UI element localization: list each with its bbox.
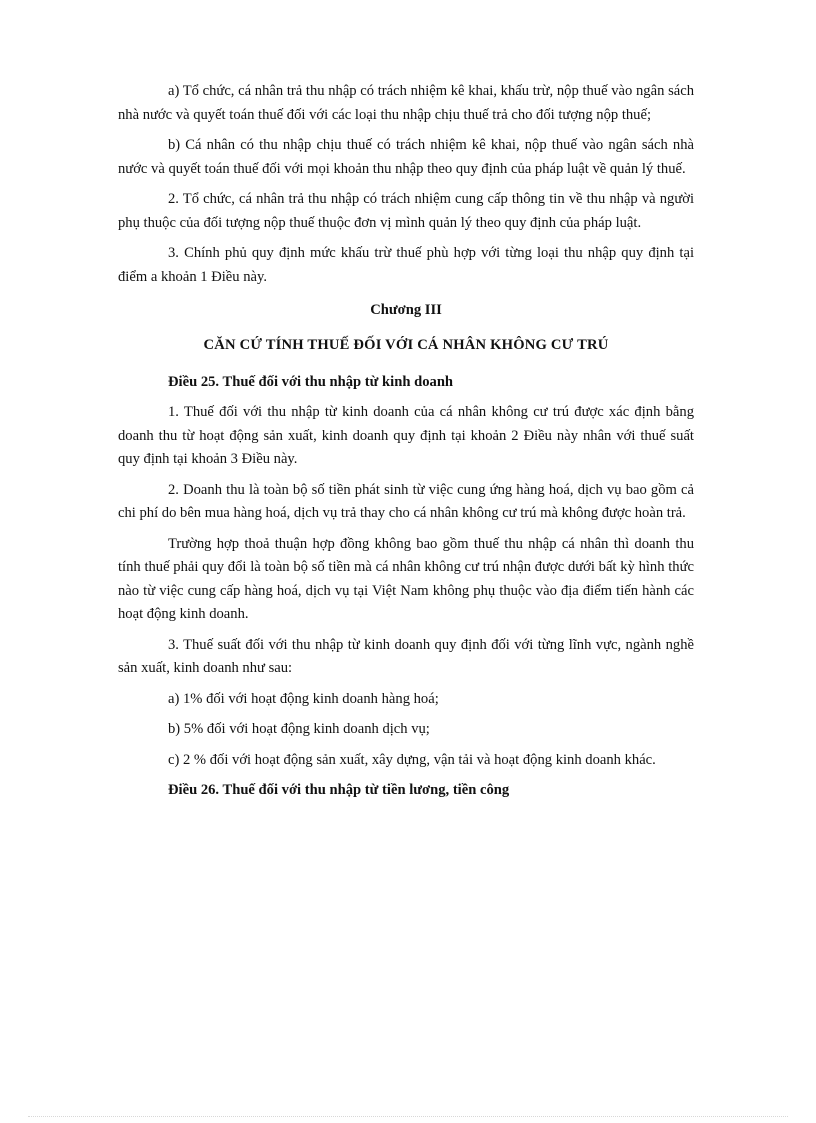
page-bottom-divider [28,1116,788,1117]
article-25-clause-3c: c) 2 % đối với hoạt động sản xuất, xây dựng, vận tải và hoạt động kinh doanh khác. [168,751,656,768]
chapter-title: CĂN CỨ TÍNH THUẾ ĐỐI VỚI CÁ NHÂN KHÔNG CƯ TRÚ [203,337,609,353]
article-25-clause-2-note: Trường hợp thoả thuận hợp đồng không bao gồm thuế thu nhập cá nhân thì doanh thu tính thuế phải quy đổi là toàn bộ số tiền mà cá nhân không cư trú nhận được dưới bất kỳ hình thức nào từ việc cung cấp hàng hoá, dịch vụ tại Việt Nam không phụ thuộc vào địa điểm tiến hành các hoạt động kinh doanh. [118,535,694,622]
article-25-clause-3: 3. Thuế suất đối với thu nhập từ kinh doanh quy định đối với từng lĩnh vực, ngành nghề sản xuất, kinh doanh như sau: [118,636,694,676]
article-25-clause-2: 2. Doanh thu là toàn bộ số tiền phát sinh từ việc cung ứng hàng hoá, dịch vụ bao gồm cả chi phí do bên mua hàng hoá, dịch vụ trả thay cho cá nhân không cư trú mà không được hoàn trả. [118,481,694,521]
article-26-heading: Điều 26. Thuế đối với thu nhập từ tiền lương, tiền công [168,782,510,798]
article-25-clause-3a: a) 1% đối với hoạt động kinh doanh hàng hoá; [168,690,439,707]
article-25-heading: Điều 25. Thuế đối với thu nhập từ kinh doanh [168,374,454,390]
paragraph-2: 2. Tổ chức, cá nhân trả thu nhập có trách nhiệm cung cấp thông tin về thu nhập và người phụ thuộc của đối tượng nộp thuế thuộc đơn vị mình quản lý theo quy định của pháp luật. [118,191,694,231]
paragraph-1b: b) Cá nhân có thu nhập chịu thuế có trách nhiệm kê khai, nộp thuế vào ngân sách nhà nước và quyết toán thuế đối với mọi khoản thu nhập theo quy định của pháp luật về quản lý thuế. [118,137,694,177]
paragraph-1a: a) Tổ chức, cá nhân trả thu nhập có trách nhiệm kê khai, khấu trừ, nộp thuế vào ngân sách nhà nước và quyết toán thuế đối với các loại thu nhập chịu thuế trả cho đối tượng nộp thuế; [118,83,694,123]
chapter-label: Chương III [370,302,442,318]
article-25-clause-1: 1. Thuế đối với thu nhập từ kinh doanh của cá nhân không cư trú được xác định bằng doanh thu từ hoạt động sản xuất, kinh doanh quy định tại khoản 2 Điều này nhân với thuế suất quy định tại khoản 3 Điều này. [118,404,694,467]
document-page [118,80,694,809]
paragraph-3: 3. Chính phủ quy định mức khấu trừ thuế phù hợp với từng loại thu nhập quy định tại điểm a khoản 1 Điều này. [118,245,694,285]
article-25-clause-3b: b) 5% đối với hoạt động kinh doanh dịch vụ; [168,721,430,737]
